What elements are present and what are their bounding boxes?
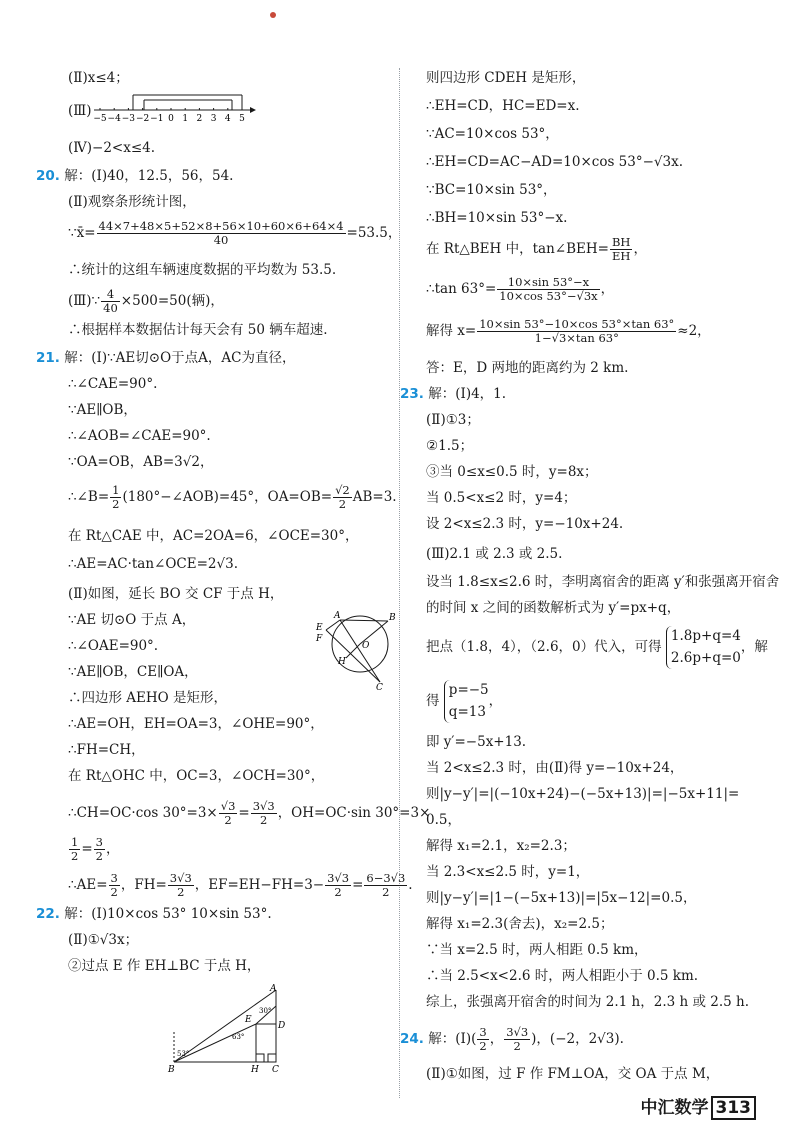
question-number: 21.	[36, 350, 60, 366]
answer-line: 0.5，	[426, 812, 461, 828]
answer-line: 在 Rt△CAE 中，AC=2OA=6，∠OCE=30°，	[68, 528, 359, 544]
angle-label: 30°	[259, 1007, 272, 1015]
numerator: 4	[101, 288, 120, 302]
number-line-label: −5	[93, 114, 107, 124]
fraction	[610, 236, 632, 263]
answer-line	[400, 386, 506, 402]
point-label: E	[316, 623, 323, 633]
answer-line: ∴四边形 AEHO 是矩形，	[68, 690, 228, 706]
answer-line	[36, 906, 272, 922]
answer-line: 则四边形 CDEH 是矩形，	[426, 70, 586, 86]
answer-text: ，	[488, 693, 503, 710]
question-number: 24.	[400, 1031, 424, 1048]
number-line-label: 2	[196, 114, 203, 124]
answer-text: ∴AE=	[68, 877, 108, 894]
answer-text: ，	[105, 841, 120, 858]
answer-line: ②1.5；	[426, 438, 474, 454]
answer-line: 答：E，D 两地的距离约为 2 km.	[426, 360, 629, 376]
denominator: 2	[479, 1039, 487, 1054]
numerator: 1	[112, 483, 120, 497]
answer-text: (Ⅲ)∵	[68, 293, 101, 310]
answer-line: 解得 x₁=2.1，x₂=2.3；	[426, 838, 576, 854]
denominator: 2	[110, 885, 118, 900]
number-line-figure	[92, 90, 258, 124]
answer-text: AB=3.	[352, 489, 397, 506]
answer-text: 解：(Ⅰ)10×cos 53° 10×sin 53°.	[64, 906, 272, 922]
answer-label: (Ⅲ)	[68, 103, 92, 119]
answer-line	[68, 220, 401, 247]
answer-line: ∴统计的这组车辆速度数据的平均数为 53.5.	[68, 262, 337, 278]
answer-text: ∴CH=OC·cos 30°=3×	[68, 805, 218, 822]
answer-line	[68, 872, 413, 899]
denominator: 2	[382, 885, 390, 900]
numerator: 10×sin 53°−10×cos 53°×tan 63°	[479, 317, 675, 331]
answer-text: ，	[600, 281, 615, 298]
point-label: D	[278, 1021, 286, 1031]
answer-text: ∵x̄=	[68, 225, 96, 242]
fraction	[477, 1026, 488, 1053]
answer-line: 综上，张强离开宿舍的时间为 2.1 h，2.3 h 或 2.5 h.	[426, 994, 750, 1010]
answer-line	[426, 276, 614, 303]
answer-line: ∵OA=OB，AB=3√2，	[68, 454, 214, 470]
answer-line: ∴AE=AC·tan∠OCE=2√3.	[68, 556, 238, 572]
answer-line: ∵AE∥OB，	[68, 402, 137, 418]
answer-text: ，解	[740, 639, 768, 656]
fraction	[109, 872, 120, 899]
answer-line: (Ⅱ)如图，延长 BO 交 CF 于点 H，	[68, 586, 284, 602]
answer-line	[36, 350, 296, 366]
numerator: 3	[479, 1025, 487, 1039]
answer-line	[426, 236, 647, 263]
answer-line: 当 0.5<x≤2 时，y=4；	[426, 490, 577, 506]
fraction	[101, 288, 120, 315]
denominator: 2	[338, 497, 347, 512]
equation: 2.6p+q=0	[670, 649, 741, 666]
numerator: 10×sin 53°−x	[497, 276, 599, 290]
numerator: 44×7+48×5+52×8+56×10+60×6+64×4	[98, 219, 344, 233]
answer-line: 则|y−y′|=|1−(−5x+13)|=|5x−12|=0.5，	[426, 890, 697, 906]
answer-text: .	[408, 877, 413, 894]
answer-line: ∵BC=10×sin 53°，	[426, 182, 557, 198]
question-number: 20.	[36, 168, 60, 184]
denominator: 2	[95, 849, 103, 864]
point-label: C	[272, 1065, 279, 1074]
numerator: 6−3√3	[366, 871, 406, 885]
answer-text: 解：(Ⅰ)40，12.5，56，54.	[64, 168, 234, 184]
point-label: H	[338, 657, 346, 667]
answer-line	[68, 484, 397, 511]
number-line-label: 3	[210, 114, 217, 124]
answer-line	[426, 626, 768, 669]
fraction	[110, 484, 121, 511]
answer-line: ∴AE=OH，EH=OA=3，∠OHE=90°，	[68, 716, 324, 732]
answer-text: =53.5，	[346, 225, 402, 242]
answer-text: 解得 x=	[426, 323, 477, 340]
page-number: 313	[711, 1096, 757, 1120]
number-line-label: −3	[121, 114, 136, 124]
fraction	[94, 836, 105, 863]
number-line-label: 5	[239, 114, 245, 124]
answer-line: ∴根据样本数据估计每天会有 50 辆车超速.	[68, 322, 328, 338]
triangle-figure	[166, 982, 286, 1074]
numerator: BH	[611, 235, 631, 249]
answer-line: ∵AE 切⊙O 于点 A，	[68, 612, 196, 628]
point-label: O	[362, 641, 370, 651]
fraction	[325, 872, 351, 899]
answer-line: 24. 解：(Ⅰ)( $\frac{3}{2}$ ， $\frac{3√3}{2}$ )，(−2，2√3).	[400, 1025, 624, 1054]
page-footer	[641, 1098, 757, 1118]
point-label: A	[270, 984, 277, 994]
answer-line	[68, 103, 92, 119]
answer-line: 的时间 x 之间的函数解析式为 y′=px+q，	[426, 600, 681, 616]
answer-text: ∴∠B=	[68, 489, 110, 506]
fraction	[168, 872, 194, 899]
equation: q=13	[448, 703, 486, 720]
book-title: 中汇数学	[640, 1098, 709, 1118]
numerator: √3	[220, 799, 236, 813]
answer-line: (Ⅱ)①√3x；	[68, 932, 139, 948]
answer-text: =	[238, 805, 250, 822]
point-label: B	[168, 1065, 175, 1074]
denominator: 2	[260, 813, 268, 828]
angle-label: 63°	[232, 1033, 245, 1041]
numerator: 3√3	[506, 1025, 529, 1039]
answer-line	[68, 800, 430, 827]
answer-line: (Ⅳ)−2<x≤4.	[68, 140, 156, 156]
point-label: H	[251, 1065, 259, 1074]
answer-line: ③当 0≤x≤0.5 时，y=8x；	[426, 464, 598, 480]
answer-text: 得	[426, 693, 440, 710]
denominator: EH	[611, 249, 631, 264]
answer-line: (Ⅱ)①如图，过 F 作 FM⊥OA，交 OA 于点 M，	[426, 1066, 720, 1082]
answer-line	[426, 318, 711, 345]
answer-line	[36, 168, 233, 184]
fraction	[477, 318, 676, 345]
answer-text: (180°−∠AOB)=45°，OA=OB=	[122, 489, 333, 506]
point-label: C	[376, 683, 383, 690]
answer-text: ，FH=	[120, 877, 167, 894]
fraction	[97, 220, 346, 247]
answer-text: 解：(Ⅰ)4，1.	[428, 386, 507, 402]
answer-text: )，(−2，2√3).	[531, 1031, 624, 1048]
answer-line: 当 2.3<x≤2.5 时，y=1，	[426, 864, 590, 880]
answer-line: 解得 x₁=2.3(舍去)，x₂=2.5；	[426, 916, 614, 932]
denominator: 40	[213, 233, 229, 248]
answer-text: 把点（1.8，4），（2.6，0）代入，可得	[426, 639, 662, 656]
point-label: E	[245, 1015, 252, 1025]
answer-line: 设 2<x≤2.3 时，y=−10x+24.	[426, 516, 624, 532]
fraction	[219, 800, 238, 827]
answer-line: 当 2<x≤2.3 时，由(Ⅱ)得 y=−10x+24，	[426, 760, 684, 776]
answer-line: ∴EH=CD，HC=ED=x.	[426, 98, 580, 114]
answer-text: 解：(Ⅰ)(	[428, 1031, 477, 1048]
answer-line: ∵当 x=2.5 时，两人相距 0.5 km，	[426, 942, 648, 958]
answer-text: 在 Rt△BEH 中，tan∠BEH=	[426, 241, 609, 258]
answer-line: ∴FH=CH，	[68, 742, 145, 758]
denominator: 2	[334, 885, 342, 900]
numerator: 3	[95, 835, 103, 849]
numerator: 3√3	[327, 871, 350, 885]
answer-text: ≈2，	[677, 323, 711, 340]
answer-text: ∴tan 63°=	[426, 281, 497, 298]
denominator: 40	[103, 301, 118, 316]
answer-line	[426, 680, 502, 723]
denominator: 2	[224, 813, 232, 828]
fraction	[69, 836, 80, 863]
numerator: 1	[71, 835, 79, 849]
numerator: 3√3	[169, 871, 192, 885]
numerator: √2	[335, 483, 350, 497]
answer-text: ，OH=OC·sin 30°=3×	[277, 805, 431, 822]
answer-line: ∴∠CAE=90°.	[68, 376, 158, 392]
answer-line: 在 Rt△OHC 中，OC=3，∠OCH=30°，	[68, 768, 325, 784]
answer-line: (Ⅱ)x≤4；	[68, 70, 129, 86]
answer-line: ∵AE∥OB，CE∥OA，	[68, 664, 198, 680]
answer-text: ，EF=EH−FH=3−	[194, 877, 325, 894]
point-label: F	[316, 634, 323, 644]
fraction	[364, 872, 407, 899]
denominator: 1−√3×tan 63°	[534, 331, 619, 346]
denominator: 2	[71, 849, 79, 864]
answer-line: ∴EH=CD=AC−AD=10×cos 53°−√3x.	[426, 154, 684, 170]
denominator: 2	[177, 885, 185, 900]
number-line-label: 4	[224, 114, 231, 124]
number-line-label: −1	[150, 114, 164, 124]
answer-text: 解：(Ⅰ)∵AE切⊙O于点A，AC为直径，	[64, 350, 296, 366]
answer-line: ∵AC=10×cos 53°，	[426, 126, 559, 142]
answer-line: (Ⅱ)①3；	[426, 412, 480, 428]
answer-text: ，	[633, 241, 647, 258]
circle-figure	[310, 608, 398, 690]
number-line-label: 0	[168, 114, 174, 124]
point-label: A	[334, 611, 341, 621]
numerator: 3	[110, 871, 118, 885]
fraction	[497, 276, 599, 303]
fraction	[504, 1026, 530, 1053]
angle-label: 53°	[177, 1050, 190, 1058]
answer-line: ∴当 2.5<x<2.6 时，两人相距小于 0.5 km.	[426, 968, 699, 984]
question-number: 22.	[36, 906, 60, 922]
print-mark	[270, 12, 276, 18]
denominator: 2	[513, 1039, 521, 1054]
question-number: 23.	[400, 386, 424, 402]
answer-line: 设当 1.8≤x≤2.6 时，李明离宿舍的距离 y′和张强离开宿舍	[426, 574, 780, 590]
number-line-label: 1	[182, 114, 189, 124]
answer-line: (Ⅱ)观察条形统计图，	[68, 194, 196, 210]
answer-line: 即 y′=−5x+13.	[426, 734, 527, 750]
equation: 1.8p+q=4	[670, 628, 741, 644]
number-line-label: −4	[107, 114, 121, 124]
equation: p=−5	[448, 682, 489, 698]
answer-line: $\frac{1}{2}$ = $\frac{3}{2}$ ，	[71, 835, 120, 864]
denominator: 10×cos 53°−√3x	[499, 289, 598, 304]
answer-line	[68, 288, 224, 315]
equation-system	[444, 680, 489, 723]
answer-line: ∴∠AOB=∠CAE=90°.	[68, 428, 211, 444]
answer-line: ②过点 E 作 EH⊥BC 于点 H，	[68, 958, 261, 974]
point-label: B	[389, 613, 396, 623]
answer-line: ∴∠OAE=90°.	[68, 638, 159, 654]
fraction	[333, 484, 352, 511]
fraction	[251, 800, 277, 827]
answer-line: 则|y−y′|=|(−10x+24)−(−5x+13)|=|−5x+11|=	[426, 786, 740, 802]
answer-text: ×500=50(辆)，	[120, 293, 224, 310]
answer-line: (Ⅲ)2.1 或 2.3 或 2.5.	[426, 546, 563, 562]
answer-line: ∴BH=10×sin 53°−x.	[426, 210, 568, 226]
denominator: 2	[112, 497, 120, 512]
answer-text: =	[352, 877, 364, 894]
numerator: 3√3	[252, 799, 275, 813]
number-line-label: −2	[135, 114, 150, 124]
equation-system	[666, 626, 741, 669]
